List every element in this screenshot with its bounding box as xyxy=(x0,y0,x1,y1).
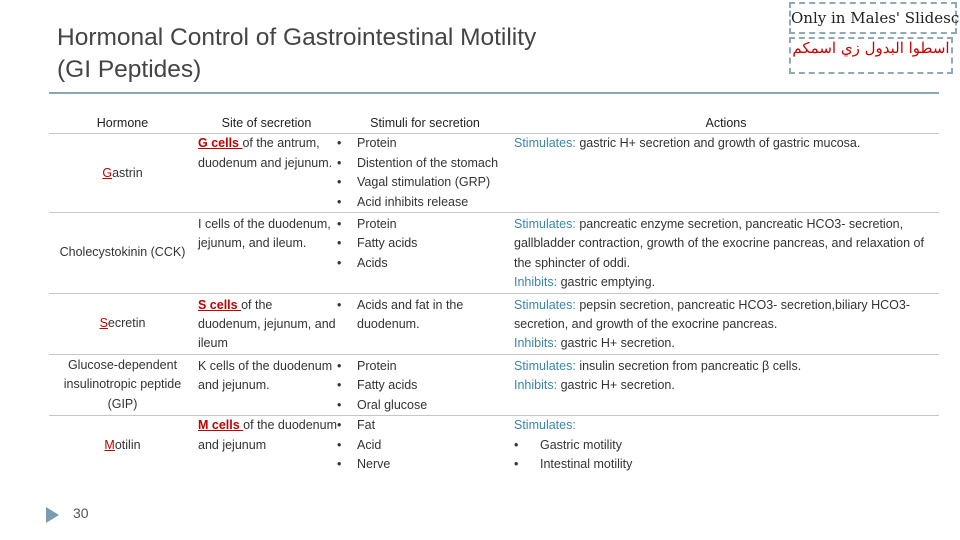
actions-cell xyxy=(513,213,939,294)
slide-arrow-icon xyxy=(46,507,59,523)
stimulates-text: gastric H+ secretion and growth of gastric mucosa. xyxy=(575,136,861,151)
stimulates-label: Stimulates: xyxy=(514,217,576,232)
stimulus-item: • Oral glucose xyxy=(337,396,513,415)
site-text: of the duodenum and jejunum xyxy=(198,418,337,452)
stimuli-cell xyxy=(337,354,513,415)
stimulates-label: Stimulates: xyxy=(514,418,576,433)
stimulus-item: • Nerve xyxy=(337,455,513,474)
hormone-table xyxy=(49,114,939,474)
stimulates-label: Stimulates: xyxy=(514,358,576,373)
table-row xyxy=(49,354,939,415)
stimulus-item: • Acid inhibits release xyxy=(337,193,513,212)
stimulates-text: pancreatic enzyme secretion, pancreatic HCO3- secretion, gallbladder contraction, growth of the exocrine pancreas, and relaxation of the sphincter of oddi. xyxy=(514,217,924,270)
inhibits-label: Inhibits: xyxy=(514,336,558,351)
hormone-cell xyxy=(49,293,196,354)
stimuli-cell xyxy=(337,293,513,354)
hormone-name: ecretin xyxy=(107,316,146,331)
table-row xyxy=(49,293,939,354)
badge-line-2: اسطوا البدول زي اسمكم xyxy=(789,37,953,74)
hormone-cell xyxy=(49,134,196,213)
table-header-row xyxy=(49,114,939,134)
stimulates-text: pepsin secretion, pancreatic HCO3- secretion,biliary HCO3- secretion, and growth of the exocrine pancreas. xyxy=(514,297,911,332)
actions-cell xyxy=(513,134,939,213)
stimulus-item: • Acids xyxy=(337,254,513,273)
table-row xyxy=(49,134,939,213)
header-hormone: Hormone xyxy=(96,116,149,130)
site-cell-type: S cells xyxy=(198,297,242,312)
page-number: 30 xyxy=(73,505,89,521)
site-text: of the antrum, duodenum and jejunum. xyxy=(198,136,333,170)
stimuli-cell xyxy=(337,134,513,213)
hormone-cell xyxy=(49,213,196,294)
site-cell-type: G cells xyxy=(198,136,243,151)
title-line-2: (GI Peptides) xyxy=(57,56,202,83)
header-actions: Actions xyxy=(705,116,747,130)
hormone-initial: G xyxy=(102,165,113,180)
inhibits-text: gastric H+ secretion. xyxy=(557,378,675,393)
hormone-cell xyxy=(49,416,196,475)
stimulates-label: Stimulates: xyxy=(514,136,576,151)
hormone-name: astrin xyxy=(112,165,143,180)
stimulus-item: • Protein xyxy=(337,357,513,376)
site-cell xyxy=(196,354,337,415)
title-divider xyxy=(49,92,939,94)
action-item: • Gastric motility xyxy=(514,436,939,455)
inhibits-text: gastric H+ secretion. xyxy=(557,336,675,351)
slide-footer xyxy=(46,505,126,525)
site-cell xyxy=(196,213,337,294)
hormone-initial: M xyxy=(104,437,115,452)
site-text: K cells of the duodenum and jejunum. xyxy=(198,358,333,393)
stimuli-cell xyxy=(337,416,513,475)
males-slides-badge xyxy=(789,2,960,76)
slide-title xyxy=(57,22,677,86)
table-row xyxy=(49,416,939,475)
inhibits-label: Inhibits: xyxy=(514,378,558,393)
action-item: • Intestinal motility xyxy=(514,455,939,474)
site-cell-type: M cells xyxy=(198,418,244,433)
stimuli-cell xyxy=(337,213,513,294)
site-cell xyxy=(196,134,337,213)
site-text: I cells of the duodenum, jejunum, and ileum. xyxy=(198,217,331,251)
stimulus-item: • Fatty acids xyxy=(337,376,513,395)
hormone-initial: S xyxy=(99,316,108,331)
stimulus-item: • Protein xyxy=(337,215,513,234)
actions-cell xyxy=(513,416,939,475)
stimulus-item: • Fatty acids xyxy=(337,234,513,253)
hormone-name: Glucose-dependent insulinotropic peptide (GIP) xyxy=(63,357,182,411)
stimulates-text: insulin secretion from pancreatic β cells. xyxy=(575,358,802,373)
stimulates-label: Stimulates: xyxy=(514,297,576,312)
actions-cell xyxy=(513,354,939,415)
site-cell xyxy=(196,293,337,354)
hormone-name: otilin xyxy=(114,437,141,452)
stimulus-item: • Protein xyxy=(337,134,513,153)
site-cell xyxy=(196,416,337,475)
inhibits-text: gastric emptying. xyxy=(557,275,656,290)
badge-line-1: Only in Males' Slidesc xyxy=(789,2,957,34)
hormone-name: Cholecystokinin (CCK) xyxy=(59,245,186,260)
stimulus-item: • Acid xyxy=(337,436,513,455)
stimulus-item: • Fat xyxy=(337,416,513,435)
inhibits-label: Inhibits: xyxy=(514,275,558,290)
hormone-cell xyxy=(49,354,196,415)
site-text: of the duodenum, jejunum, and ileum xyxy=(198,297,336,351)
stimulus-item: • Distention of the stomach xyxy=(337,154,513,173)
actions-cell xyxy=(513,293,939,354)
header-stimuli: Stimuli for secretion xyxy=(370,116,480,130)
table-row xyxy=(49,213,939,294)
stimulus-item: • Acids and fat in the duodenum. xyxy=(337,296,513,335)
stimulus-item: • Vagal stimulation (GRP) xyxy=(337,173,513,192)
title-line-1: Hormonal Control of Gastrointestinal Motility xyxy=(57,24,537,51)
header-site: Site of secretion xyxy=(221,116,312,130)
